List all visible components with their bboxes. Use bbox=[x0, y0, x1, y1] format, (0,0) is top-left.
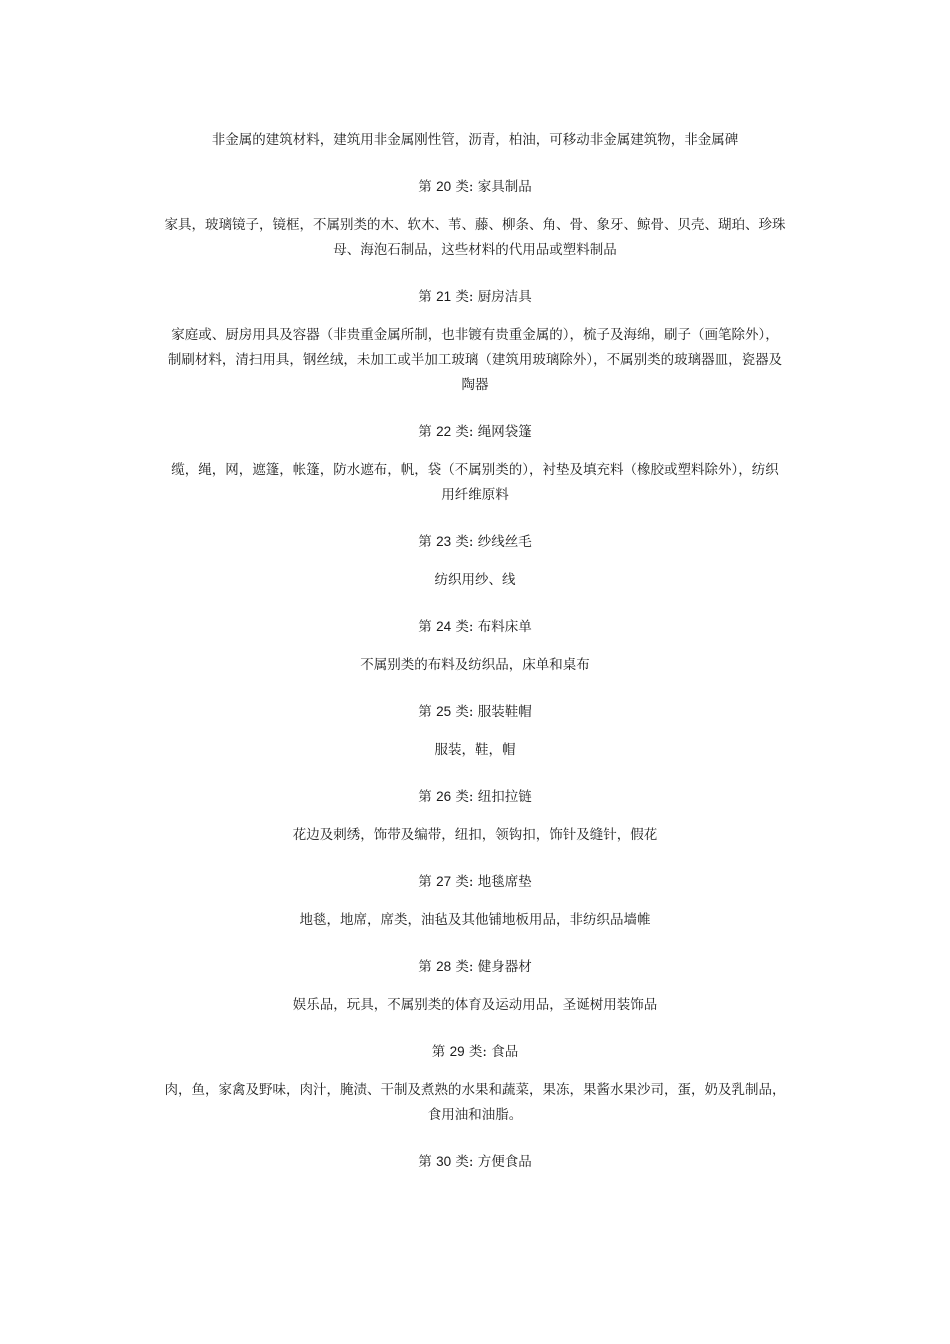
class-heading bbox=[142, 287, 808, 307]
class-description bbox=[142, 568, 808, 593]
class-heading bbox=[142, 422, 808, 442]
description-line: 缆，绳，网，遮篷，帐篷，防水遮布，帆，袋（不属别类的），衬垫及填充料（橡胶或塑料除外），纺织 bbox=[171, 462, 779, 478]
class-number: 25 bbox=[436, 704, 452, 719]
class-heading-prefix: 第 bbox=[418, 179, 432, 195]
class-heading-prefix: 第 bbox=[418, 619, 432, 635]
class-heading bbox=[142, 1042, 808, 1062]
class-number: 22 bbox=[436, 424, 452, 439]
class-heading-prefix: 第 bbox=[418, 534, 432, 550]
class-heading bbox=[142, 617, 808, 637]
heading-spacer bbox=[142, 307, 808, 323]
class-title: 类: 地毯席垫 bbox=[455, 874, 532, 890]
description-line: 娱乐品，玩具，不属别类的体育及运动用品，圣诞树用装饰品 bbox=[292, 997, 658, 1013]
class-title: 类: 健身器材 bbox=[455, 959, 532, 975]
class-number: 24 bbox=[436, 619, 452, 634]
class-description bbox=[142, 458, 808, 508]
class-heading-prefix: 第 bbox=[418, 704, 432, 720]
section-spacer bbox=[142, 1128, 808, 1152]
description-line: 肉，鱼，家禽及野味，肉汁，腌渍、干制及煮熟的水果和蔬菜，果冻，果酱水果沙司，蛋，奶及乳制品， bbox=[164, 1082, 786, 1098]
heading-spacer bbox=[142, 722, 808, 738]
heading-spacer bbox=[142, 1062, 808, 1078]
class-description bbox=[142, 823, 808, 848]
section-spacer bbox=[142, 508, 808, 532]
class-heading-prefix: 第 bbox=[431, 1044, 446, 1060]
intro-paragraph: 非金属的建筑材料，建筑用非金属刚性管，沥青，柏油，可移动非金属建筑物，非金属碑 bbox=[211, 132, 739, 148]
class-title: 类: 家具制品 bbox=[455, 179, 532, 195]
class-heading bbox=[142, 177, 808, 197]
description-line: 纺织用纱、线 bbox=[434, 572, 516, 588]
class-description bbox=[142, 993, 808, 1018]
class-heading-prefix: 第 bbox=[418, 959, 432, 975]
class-heading bbox=[142, 702, 808, 722]
section-spacer bbox=[142, 263, 808, 287]
heading-spacer bbox=[142, 197, 808, 213]
class-title: 类: 纱线丝毛 bbox=[455, 534, 532, 550]
description-line: 母、海泡石制品，这些材料的代用品或塑料制品 bbox=[333, 242, 617, 258]
class-description bbox=[142, 1078, 808, 1128]
class-description bbox=[142, 738, 808, 763]
description-line: 食用油和油脂。 bbox=[427, 1107, 523, 1123]
section-spacer bbox=[142, 593, 808, 617]
class-number: 20 bbox=[436, 179, 452, 194]
class-description bbox=[142, 213, 808, 263]
description-line: 制刷材料，清扫用具，钢丝绒，未加工或半加工玻璃（建筑用玻璃除外），不属别类的玻璃器皿，瓷器及 bbox=[167, 352, 783, 368]
class-number: 29 bbox=[449, 1044, 465, 1059]
class-title: 类: 方便食品 bbox=[455, 1154, 532, 1170]
description-line: 不属别类的布料及纺织品，床单和桌布 bbox=[360, 657, 590, 673]
class-heading bbox=[142, 957, 808, 977]
class-title: 类: 纽扣拉链 bbox=[455, 789, 532, 805]
class-number: 27 bbox=[436, 874, 452, 889]
class-description bbox=[142, 323, 808, 398]
class-heading-prefix: 第 bbox=[418, 289, 432, 305]
section-spacer bbox=[142, 763, 808, 787]
section-spacer bbox=[142, 933, 808, 957]
description-line: 家具，玻璃镜子，镜框，不属别类的木、软木、苇、藤、柳条、角、骨、象牙、鲸骨、贝壳、瑚珀、珍珠 bbox=[164, 217, 786, 233]
description-line: 服装，鞋，帽 bbox=[434, 742, 516, 758]
class-heading bbox=[142, 872, 808, 892]
description-line: 陶器 bbox=[461, 377, 489, 393]
class-title: 类: 绳网袋篷 bbox=[455, 424, 532, 440]
class-number: 26 bbox=[436, 789, 452, 804]
section-spacer bbox=[142, 153, 808, 177]
class-title: 类: 厨房洁具 bbox=[455, 289, 532, 305]
description-line: 地毯，地席，席类，油毡及其他铺地板用品，非纺织品墙帷 bbox=[299, 912, 651, 928]
class-heading bbox=[142, 1152, 808, 1172]
class-heading-prefix: 第 bbox=[418, 789, 432, 805]
class-title: 类: 布料床单 bbox=[455, 619, 532, 635]
document-body bbox=[142, 128, 808, 1172]
class-description bbox=[142, 908, 808, 933]
class-number: 23 bbox=[436, 534, 452, 549]
heading-spacer bbox=[142, 892, 808, 908]
heading-spacer bbox=[142, 807, 808, 823]
heading-spacer bbox=[142, 442, 808, 458]
class-number: 28 bbox=[436, 959, 452, 974]
class-heading-prefix: 第 bbox=[418, 424, 432, 440]
class-number: 21 bbox=[436, 289, 452, 304]
heading-spacer bbox=[142, 977, 808, 993]
heading-spacer bbox=[142, 637, 808, 653]
class-heading bbox=[142, 787, 808, 807]
class-heading-prefix: 第 bbox=[418, 874, 432, 890]
heading-spacer bbox=[142, 552, 808, 568]
class-heading-prefix: 第 bbox=[418, 1154, 432, 1170]
class-title: 类: 服装鞋帽 bbox=[455, 704, 532, 720]
description-line: 花边及刺绣，饰带及编带，纽扣，领钩扣，饰针及缝针，假花 bbox=[292, 827, 658, 843]
description-line: 家庭或、厨房用具及容器（非贵重金属所制，也非镀有贵重金属的），梳子及海绵，刷子（画笔除外）， bbox=[171, 327, 779, 343]
section-spacer bbox=[142, 678, 808, 702]
description-line: 用纤维原料 bbox=[441, 487, 509, 503]
class-description bbox=[142, 653, 808, 678]
section-spacer bbox=[142, 1018, 808, 1042]
section-spacer bbox=[142, 848, 808, 872]
class-title: 类: 食品 bbox=[468, 1044, 519, 1060]
class-number: 30 bbox=[436, 1154, 452, 1169]
class-heading bbox=[142, 532, 808, 552]
section-spacer bbox=[142, 398, 808, 422]
